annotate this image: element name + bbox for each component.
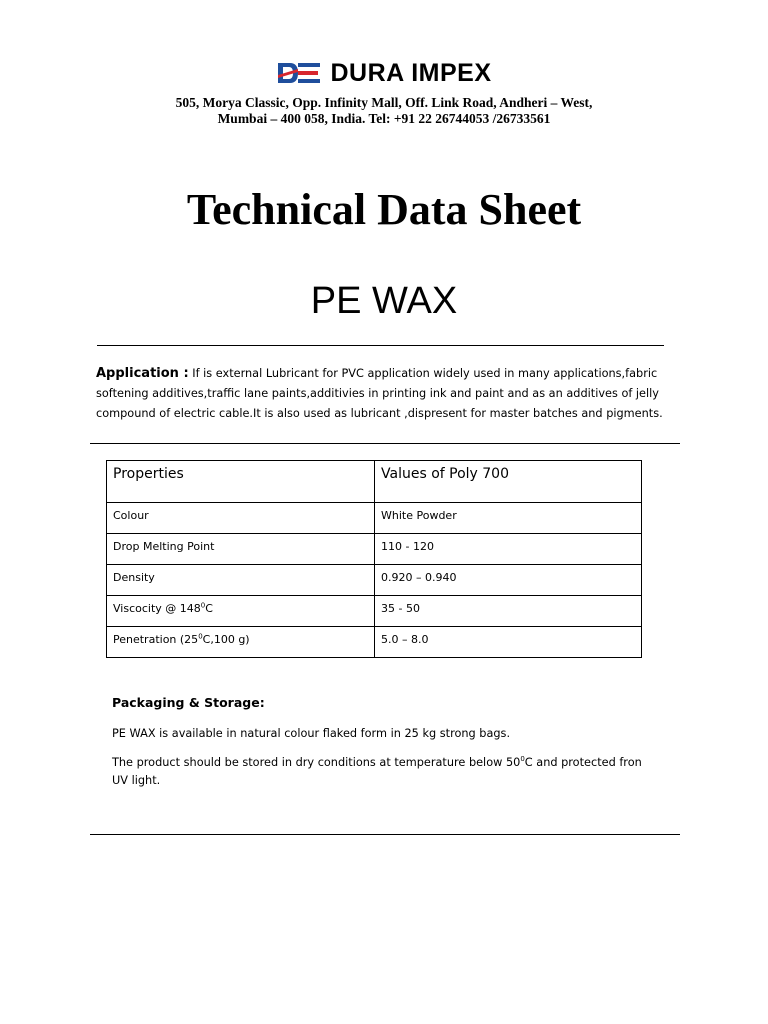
value-cell: 5.0 – 8.0 [375, 627, 642, 658]
column-header-properties: Properties [107, 461, 375, 503]
property-text: C,100 g) [202, 633, 250, 646]
superscript: 0 [198, 632, 203, 641]
table-row [107, 627, 642, 658]
application-paragraph [96, 364, 671, 424]
application-text: If is external Lubricant for PVC application widely used in many applications,fabric softening additives,traffic lane paints,additivies in printing ink and paint and as an additives of jelly compound of electric cable.It is also used as lubricant ,dispresent for master batches and pigments. [96, 367, 663, 420]
superscript: 0 [200, 601, 206, 610]
product-title: PE WAX [310, 280, 458, 322]
storage-text-part: The product should be stored in dry conditions at temperature below 50 [112, 756, 521, 769]
column-header-values: Values of Poly 700 [375, 461, 642, 503]
table-row [107, 565, 642, 596]
property-cell: Density [107, 565, 375, 596]
table-row [107, 596, 642, 627]
property-text: Penetration (25 [113, 633, 199, 646]
property-cell: Colour [107, 503, 375, 534]
storage-text [112, 754, 652, 790]
value-cell: White Powder [375, 503, 642, 534]
address-line-2: Mumbai – 400 058, India. Tel: +91 22 26744053 /26733561 [217, 111, 551, 126]
property-text: Viscocity @ 148 [113, 602, 201, 615]
address-line-1: 505, Morya Classic, Opp. Infinity Mall, Off. Link Road, Andheri – West, [175, 95, 593, 110]
property-text: C [205, 602, 213, 615]
value-cell: 110 - 120 [375, 534, 642, 565]
document-title: Technical Data Sheet [186, 185, 582, 234]
table-header-row [107, 461, 642, 503]
company-logo-row [0, 56, 768, 90]
dura-impex-logo-icon [276, 61, 324, 85]
value-cell: 0.920 – 0.940 [375, 565, 642, 596]
divider [97, 345, 664, 346]
divider [90, 443, 680, 444]
packaging-heading: Packaging & Storage: [112, 695, 265, 710]
application-label: Application : [96, 366, 189, 381]
properties-table [106, 460, 642, 658]
divider [90, 834, 680, 835]
property-cell [107, 627, 375, 658]
property-cell [107, 596, 375, 627]
property-cell: Drop Melting Point [107, 534, 375, 565]
storage-text-part: C and protected fron UV light. [112, 756, 642, 787]
packaging-text: PE WAX is available in natural colour flaked form in 25 kg strong bags. [112, 727, 511, 740]
company-name: DURA IMPEX [330, 58, 492, 87]
table-row [107, 534, 642, 565]
table-row [107, 503, 642, 534]
superscript: 0 [520, 755, 525, 764]
value-cell: 35 - 50 [375, 596, 642, 627]
